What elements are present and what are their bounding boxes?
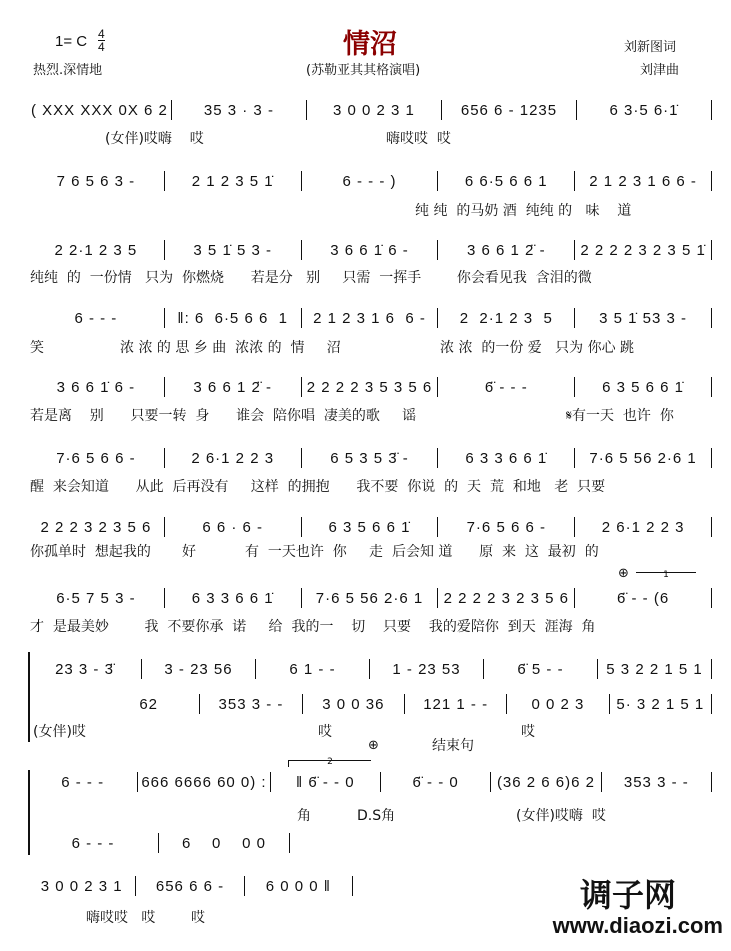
bar-line [711, 694, 712, 714]
time-signature [98, 28, 105, 53]
lyric: 若是离 别 只要一转 身 谁会 陪你唱 凄美的歌 谣 [30, 408, 417, 424]
bar-line [711, 171, 712, 191]
measure: 6 - - - [74, 309, 118, 327]
lyric: (女伴)哎 [33, 724, 86, 740]
bar-line [437, 588, 438, 608]
measure: 7·6 5 6 6 - [56, 449, 136, 467]
measure: ‖ 6̈ - - 0 [296, 773, 355, 791]
staff-line-5 [30, 377, 714, 397]
bar-line [164, 171, 165, 191]
bar-line [141, 659, 142, 679]
bar-line [574, 517, 575, 537]
measure: 6 3 5 6 6 1̇ [602, 378, 685, 396]
measure: 656 6 - 1235 [460, 101, 558, 119]
measure: 3 6 6 1̇ 6 - [56, 378, 136, 396]
bar-line [574, 240, 575, 260]
bar-line [404, 694, 405, 714]
ending-label: 结束句 [432, 738, 474, 754]
measure: 6 3·5 6·1̇ [609, 101, 679, 119]
bar-line [506, 694, 507, 714]
lyric: D.S角 [357, 808, 396, 824]
bar-line [306, 100, 307, 120]
staff-line-9-lower [100, 694, 714, 714]
measure: ( XXX XXX 0X 6 2 [31, 101, 168, 119]
bar-line [137, 772, 138, 792]
bar-line [171, 100, 172, 120]
bar-line [164, 448, 165, 468]
measure: 2 1 2 3 5 1̇ [191, 172, 274, 190]
song-title: 情沼 [343, 29, 397, 60]
staff-line-7 [30, 517, 714, 537]
staff-line-3 [30, 240, 714, 260]
bar-line [711, 517, 712, 537]
measure: 7·6 5 6 6 - [466, 518, 546, 536]
measure: 2 2 2 2 3 2 3 5 6 [443, 589, 569, 607]
measure: 6 6 · 6 - [202, 518, 264, 536]
measure: 353 3 - - [218, 695, 284, 713]
watermark-url: www.diaozi.com [552, 913, 723, 938]
measure: 3 0 0 2 3 1 [40, 877, 123, 895]
measure: 3 0 0 36 [322, 695, 385, 713]
measure: 6 3 3 6 6 1̇ [465, 449, 548, 467]
bar-line [255, 659, 256, 679]
measure: 62 [139, 695, 158, 713]
measure: (36 2 6 6)6 2 [496, 773, 595, 791]
measure: 2 2·1 2 3 5 [459, 309, 553, 327]
measure: 2 2 2 3 2 3 5 6 [40, 518, 152, 536]
volta-2: 2 [288, 760, 371, 767]
lyric: 才 是最美妙 我 不要你承 诺 给 我的一 切 只要 我的爱陪你 到天 涯海 角 [30, 619, 596, 635]
bar-line [490, 772, 491, 792]
staff-line-9-upper [30, 659, 714, 679]
lyric: 笑 [30, 340, 44, 356]
measure: 353 3 - - [623, 773, 689, 791]
measure: 6 - - - [71, 834, 115, 852]
staff-line-10-lower [30, 833, 292, 853]
measure: 2 6·1 2 2 3 [191, 449, 275, 467]
lyric: 𝄋有一天 也许 你 [566, 408, 674, 424]
bar-line [135, 876, 136, 896]
bar-line [437, 517, 438, 537]
lyric: 纯纯 的 一份情 只为 你燃烧 若是分 别 只需 一挥手 你会看见我 含泪的微 [30, 270, 592, 286]
measure: 6̈ - - 0 [412, 773, 459, 791]
bar-line [711, 377, 712, 397]
bar-line [301, 171, 302, 191]
measure: 2 6·1 2 2 3 [601, 518, 685, 536]
bar-line [302, 694, 303, 714]
bar-line [441, 100, 442, 120]
bar-line [369, 659, 370, 679]
measure: 6 0 0 0 [182, 834, 266, 852]
measure: 7·6 5 56 2·6 1 [589, 449, 697, 467]
staff-line-6 [30, 448, 714, 468]
volta-1: 1 [636, 572, 696, 577]
measure: 7 6 5 6 3 - [56, 172, 136, 190]
time-bottom: 4 [98, 40, 105, 54]
bar-line [711, 448, 712, 468]
time-top: 4 [98, 27, 105, 41]
measure: 666 6666 60 0) : [141, 773, 267, 791]
measure: 6 6·5 6 6 1 [464, 172, 548, 190]
lyric: (女伴)哎嗨 哎 [516, 808, 606, 824]
bar-line [711, 659, 712, 679]
lyric: 浓 浓 的 思 乡 曲 浓浓 的 情 沼 [120, 340, 341, 356]
lyric: 角 [297, 808, 311, 824]
bar-line [574, 588, 575, 608]
bar-line [597, 659, 598, 679]
measure: 3 6 6 1 2̈ - [193, 378, 272, 396]
bar-line [483, 659, 484, 679]
bar-line [158, 833, 159, 853]
measure: 6̈ - - (6 [616, 589, 670, 607]
bar-line [244, 876, 245, 896]
measure: 7·6 5 56 2·6 1 [315, 589, 424, 607]
lyric: 醒 来会知道 从此 后再没有 这样 的拥抱 我不要 你说 的 天 荒 和地 老 只要 [30, 479, 606, 495]
measure: 121 1 - - [423, 695, 489, 713]
lyric: 你孤单时 想起我的 好 有 一天也许 你 走 后会知 道 原 来 这 最初 的 [30, 544, 599, 560]
bar-line [164, 308, 165, 328]
measure: 6 3 5 6 6 1̇ [328, 518, 411, 536]
staff-line-1 [30, 100, 714, 120]
measure: 6 - - - ) [342, 172, 397, 190]
staff-line-2 [30, 171, 714, 191]
bar-line [574, 171, 575, 191]
bar-line [574, 377, 575, 397]
coda-icon: ⊕ [368, 738, 379, 753]
measure: 3 - 23 56 [164, 660, 233, 678]
bar-line [164, 517, 165, 537]
singer-credit: (苏勒亚其其格演唱) [306, 63, 421, 78]
bar-line [437, 171, 438, 191]
bar-line [199, 694, 200, 714]
measure: 6 3 3 6 6 1̇ [191, 589, 274, 607]
bar-line [574, 448, 575, 468]
bar-line [380, 772, 381, 792]
measure: 6 1 - - [289, 660, 336, 678]
watermark-logo: 调子网 [579, 876, 676, 914]
bar-line [301, 448, 302, 468]
measure: 6·5 7 5 3 - [56, 589, 136, 607]
bar-line [711, 240, 712, 260]
measure: 6̈ 5 - - [517, 660, 564, 678]
measure: 2 2·1 2 3 5 [54, 241, 138, 259]
measure: 6̈ - - - [484, 378, 528, 396]
bar-line [301, 517, 302, 537]
bar-line [711, 308, 712, 328]
lyric: (女伴)哎嗨 哎 [105, 131, 204, 147]
measure: 3 5 1̇ 53 3 - [599, 309, 688, 327]
bar-line [289, 833, 290, 853]
tempo-marking: 热烈.深情地 [33, 63, 103, 78]
measure: 6 0 0 0 ‖ [265, 877, 331, 895]
measure: 0 0 2 3 [531, 695, 585, 713]
bar-line [711, 100, 712, 120]
lyric: 纯 纯 的马奶 酒 纯纯 的 味 道 [415, 203, 632, 219]
measure: ‖: 6 6·5 6 6 1 [177, 309, 288, 327]
bar-line [352, 876, 353, 896]
measure: 2 1 2 3 1 6 6 - [589, 172, 697, 190]
composer-credit: 刘津曲 [640, 63, 680, 78]
bar-line [437, 377, 438, 397]
measure: 2 2 2 2 3 2 3 5 1̇ [580, 241, 706, 259]
measure: 656 6 6 - [155, 877, 225, 895]
bar-line [574, 308, 575, 328]
measure: 3 6 6 1 2̈ - [467, 241, 546, 259]
bar-line [270, 772, 271, 792]
measure: 2 1 2 3 1 6 6 - [313, 309, 426, 327]
measure: 2 2 2 2 3 5 3 5 6 [306, 378, 433, 396]
measure: 3 5 1̇ 5 3 - [193, 241, 272, 259]
bar-line [711, 588, 712, 608]
bar-line [164, 377, 165, 397]
lyric: 哎 [318, 724, 332, 740]
staff-line-8 [30, 588, 714, 608]
staff-line-4 [30, 308, 714, 328]
staff-line-10-upper [30, 772, 714, 792]
staff-line-11 [30, 876, 355, 896]
bar-line [437, 448, 438, 468]
bar-line [301, 240, 302, 260]
measure: 35 3 · 3 - [203, 101, 274, 119]
measure: 6 - - - [61, 773, 105, 791]
bar-line [609, 694, 610, 714]
lyric: 嗨哎哎 哎 [386, 131, 451, 147]
measure: 6 5 3 5 3̈ - [330, 449, 409, 467]
coda-icon: ⊕ [618, 566, 629, 581]
bar-line [301, 377, 302, 397]
measure: 23 3 - 3̈ [55, 660, 114, 678]
key-signature: 1= C [55, 33, 88, 50]
bar-line [576, 100, 577, 120]
lyric: 嗨哎哎 哎 哎 [86, 910, 205, 926]
measure: 3 0 0 2 3 1 [333, 101, 415, 119]
bar-line [437, 240, 438, 260]
measure: 3 6 6 1̇ 6 - [330, 241, 409, 259]
lyric: 浓 浓 的一份 爱 只为 你心 跳 [440, 340, 635, 356]
bar-line [437, 308, 438, 328]
bar-line [301, 588, 302, 608]
bar-line [601, 772, 602, 792]
lyric: 哎 [521, 724, 535, 740]
bar-line [711, 772, 712, 792]
lyricist-credit: 刘新图词 [624, 40, 677, 55]
bar-line [301, 308, 302, 328]
measure: 5· 3 2 1 5 1 [616, 695, 705, 713]
bar-line [164, 588, 165, 608]
measure: 1 - 23 53 [392, 660, 461, 678]
measure: 5 3 2 2 1 5 1 [606, 660, 703, 678]
bar-line [164, 240, 165, 260]
